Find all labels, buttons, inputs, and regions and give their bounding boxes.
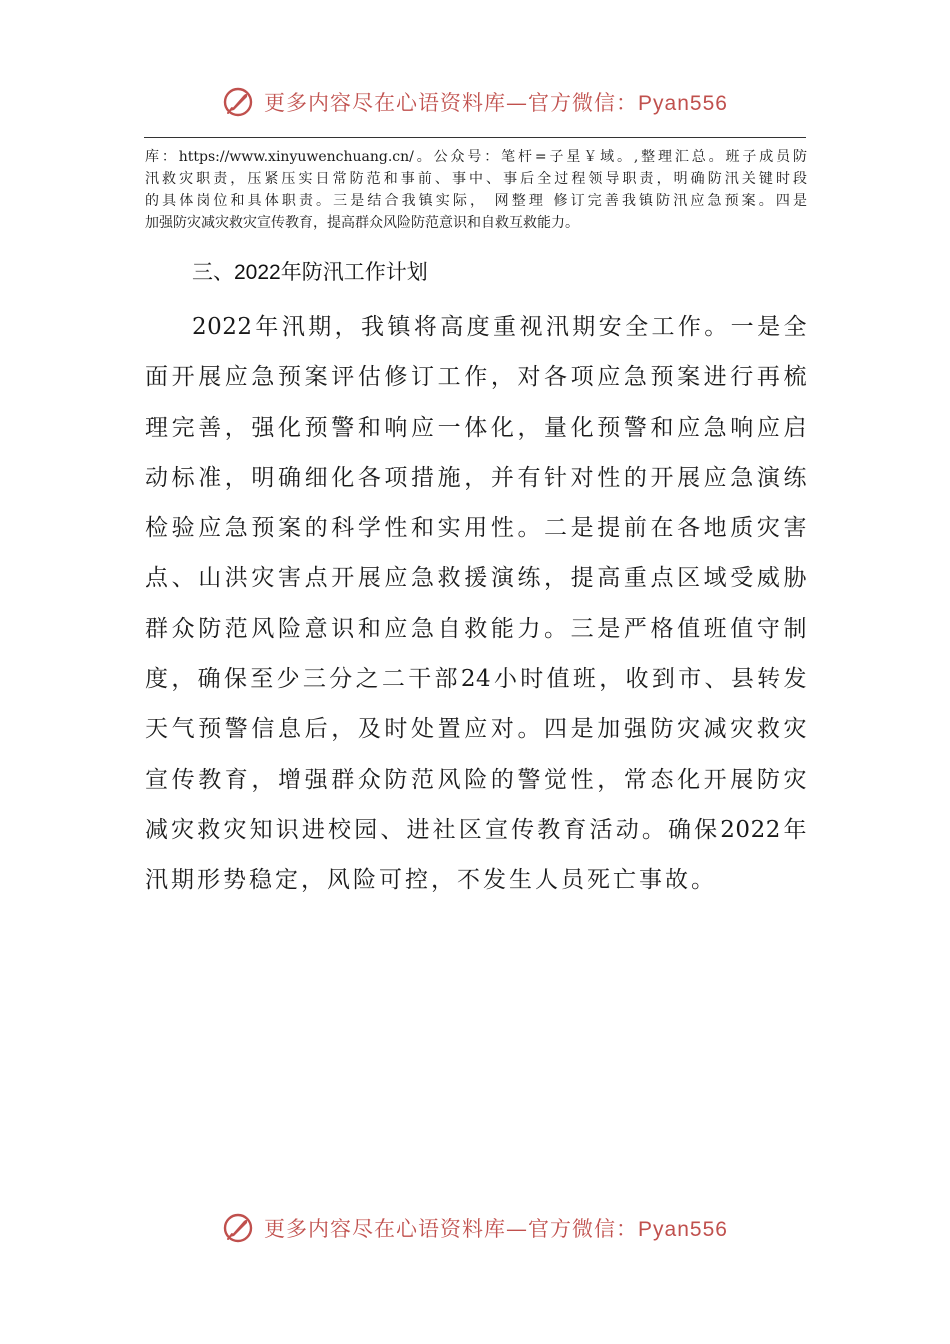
body-line: 汛期形势稳定，风险可控，不发生人员死亡事故。: [145, 867, 717, 894]
quill-logo-icon: [222, 1212, 254, 1244]
body-line: 宣传教育，增强群众防范风险的警觉性，常态化开展防灾: [145, 766, 807, 793]
footer-text-cn: 更多内容尽在心语资料库—官方微信：: [264, 1217, 639, 1241]
body-line: 点、山洪灾害点开展应急救援演练，提高重点区域受威胁: [145, 565, 807, 592]
section-paragraph: [145, 302, 807, 906]
section-heading: 三、2022年防汛工作计划: [192, 261, 428, 284]
intro-line: 库：https://www.xinyuwenchuang.cn/。公众号：笔杆=子星￥域。,整理汇总。班子成员防: [145, 149, 807, 165]
header-text-cn: 更多内容尽在心语资料库—官方微信：: [264, 91, 639, 115]
intro-line: 的具体岗位和具体职责。三是结合我镇实际， 网整理 修订完善我镇防汛应急预案。四是: [145, 193, 807, 209]
footer-text-id: Pyan556: [638, 1218, 728, 1241]
body-line: 2022年汛期，我镇将高度重视汛期安全工作。一是全: [192, 314, 807, 340]
footer-banner: [0, 1212, 950, 1244]
intro-line: 加强防灾减灾救灾宣传教育，提高群众风险防范意识和自救互救能力。: [145, 215, 579, 231]
header-text-id: Pyan556: [638, 92, 728, 115]
header-divider: [144, 137, 806, 138]
header-banner: [0, 86, 950, 118]
quill-logo-icon: [222, 86, 254, 118]
footer-text: [264, 1213, 728, 1243]
intro-paragraph: [145, 146, 807, 234]
body-line: 减灾救灾知识进校园、进社区宣传教育活动。确保2022年: [145, 816, 807, 843]
body-line: 群众防范风险意识和应急自救能力。三是严格值班值守制: [145, 615, 807, 642]
body-line: 面开展应急预案评估修订工作，对各项应急预案进行再梳: [145, 364, 807, 391]
body-line: 理完善，强化预警和响应一体化，量化预警和应急响应启: [145, 414, 807, 441]
header-text: [264, 87, 728, 117]
intro-line: 汛救灾职责，压紧压实日常防范和事前、事中、事后全过程领导职责，明确防汛关键时段: [145, 171, 807, 187]
body-line: 检验应急预案的科学性和实用性。二是提前在各地质灾害: [145, 515, 807, 542]
body-line: 度，确保至少三分之二干部24小时值班，收到市、县转发: [145, 666, 807, 693]
body-line: 天气预警信息后，及时处置应对。四是加强防灾减灾救灾: [145, 716, 807, 743]
body-line: 动标准，明确细化各项措施，并有针对性的开展应急演练: [145, 464, 807, 491]
